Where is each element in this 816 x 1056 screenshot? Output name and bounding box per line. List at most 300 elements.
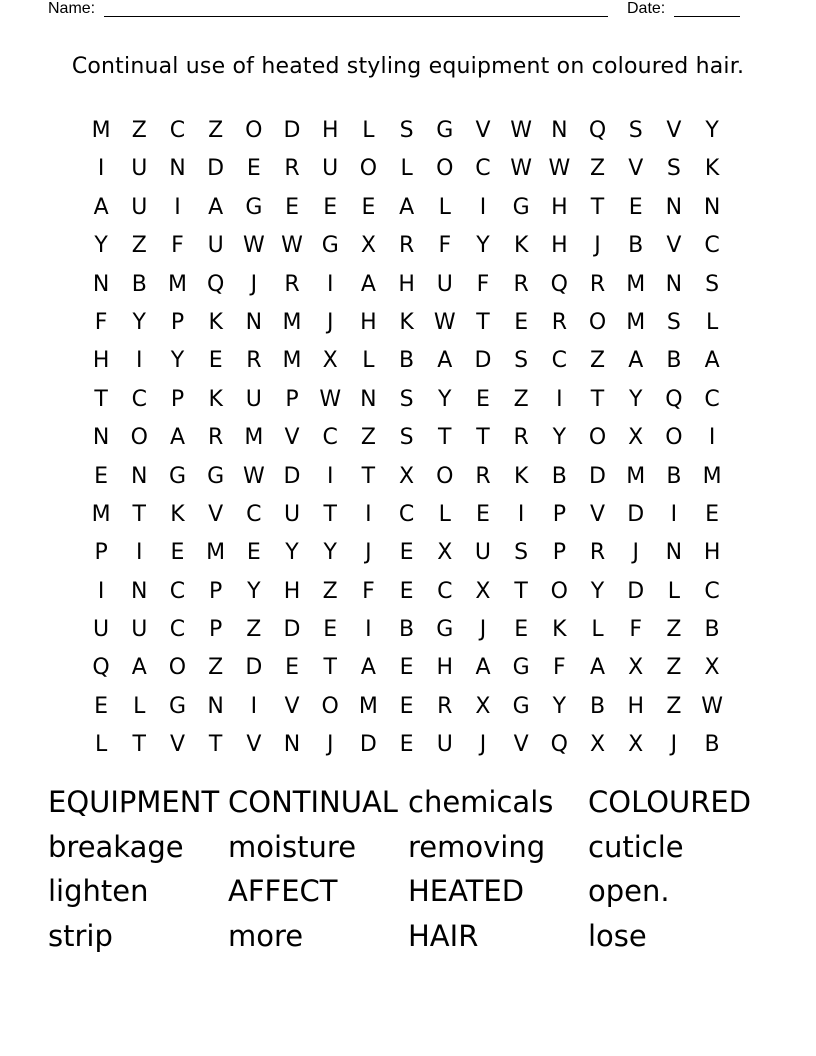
grid-letter: N: [665, 194, 683, 220]
grid-letter: B: [628, 233, 644, 259]
grid-letter: Y: [590, 578, 605, 604]
grid-row: [82, 342, 732, 380]
grid-letter: Z: [666, 693, 682, 719]
grid-row: [82, 189, 732, 227]
grid-letter: E: [514, 617, 529, 643]
grid-letter: J: [594, 233, 601, 259]
word-bank-item: more: [228, 918, 304, 953]
grid-letter: U: [474, 540, 492, 566]
grid-letter: C: [704, 578, 720, 604]
grid-letter: M: [91, 501, 111, 527]
grid-letter: J: [250, 271, 258, 297]
grid-letter: S: [666, 156, 681, 182]
grid-letter: H: [627, 693, 644, 719]
grid-letter: P: [285, 386, 299, 412]
grid-letter: V: [208, 501, 224, 527]
grid-letter: H: [551, 194, 568, 220]
grid-letter: N: [131, 578, 148, 604]
grid-letter: Y: [170, 348, 185, 374]
grid-letter: I: [708, 425, 716, 451]
grid-row: [82, 611, 732, 649]
grid-letter: W: [548, 156, 571, 182]
grid-letter: Z: [666, 617, 682, 643]
grid-letter: G: [168, 463, 186, 489]
grid-letter: T: [590, 194, 605, 220]
grid-letter: D: [245, 655, 263, 681]
date-label: Date:: [627, 0, 666, 17]
word-bank-item: CONTINUAL: [228, 785, 398, 819]
grid-letter: H: [360, 309, 377, 335]
grid-letter: R: [437, 693, 453, 719]
grid-letter: O: [245, 118, 263, 143]
grid-letter: G: [512, 693, 530, 719]
grid-letter: J: [326, 732, 334, 758]
grid-letter: B: [704, 617, 720, 643]
grid-letter: O: [168, 655, 187, 681]
grid-letter: O: [436, 463, 454, 489]
grid-letter: N: [169, 156, 186, 182]
grid-letter: K: [552, 617, 567, 643]
grid-letter: M: [282, 309, 302, 335]
grid-letter: H: [436, 655, 454, 681]
grid-letter: I: [136, 540, 143, 566]
grid-row: [82, 419, 732, 457]
grid-letter: X: [360, 233, 376, 259]
grid-letter: O: [436, 156, 454, 182]
grid-letter: X: [704, 655, 720, 681]
word-bank-item: lighten: [48, 874, 149, 908]
grid-letter: Z: [666, 655, 682, 681]
grid-letter: M: [626, 271, 646, 297]
grid-letter: G: [512, 655, 530, 681]
grid-letter: Z: [246, 617, 262, 643]
grid-letter: B: [131, 271, 147, 297]
grid-letter: A: [360, 655, 376, 681]
name-date-line: [48, 0, 740, 18]
grid-letter: U: [283, 501, 301, 527]
grid-letter: A: [399, 194, 415, 220]
grid-row: [82, 458, 732, 496]
grid-letter: U: [436, 271, 453, 297]
grid-letter: C: [398, 501, 415, 527]
grid-letter: M: [91, 118, 111, 143]
grid-letter: Y: [628, 386, 643, 412]
grid-letter: E: [399, 578, 414, 604]
grid-letter: E: [628, 194, 643, 220]
grid-letter: E: [476, 386, 490, 412]
grid-letter: G: [207, 463, 225, 489]
grid-letter: Y: [285, 540, 299, 566]
grid-letter: N: [92, 271, 110, 297]
word-bank-item: HEATED: [408, 874, 525, 908]
grid-letter: K: [513, 463, 529, 489]
grid-row: [82, 266, 732, 304]
grid-letter: A: [590, 655, 606, 681]
grid-letter: T: [476, 309, 490, 335]
grid-letter: E: [246, 156, 261, 182]
grid-letter: E: [361, 194, 376, 220]
grid-letter: N: [131, 463, 148, 489]
name-label: Name:: [48, 0, 96, 17]
grid-letter: H: [398, 271, 415, 297]
grid-letter: R: [513, 271, 529, 297]
grid-letter: B: [551, 463, 567, 489]
grid-letter: K: [208, 386, 223, 412]
grid-letter: J: [632, 540, 639, 566]
name-blank-line: [104, 0, 608, 17]
grid-letter: I: [517, 501, 525, 527]
grid-letter: K: [704, 156, 720, 182]
grid-letter: P: [170, 386, 185, 412]
grid-letter: C: [475, 156, 491, 182]
grid-letter: A: [208, 194, 224, 220]
grid-letter: P: [552, 501, 566, 527]
word-bank-item: AFFECT: [228, 874, 338, 908]
grid-letter: A: [93, 194, 109, 220]
grid-letter: B: [589, 693, 606, 719]
grid-letter: U: [131, 617, 148, 643]
grid-letter: V: [475, 118, 491, 143]
grid-letter: E: [94, 463, 109, 489]
grid-letter: O: [321, 693, 339, 719]
grid-letter: E: [399, 693, 414, 719]
grid-letter: M: [626, 309, 646, 335]
grid-letter: N: [207, 693, 224, 719]
grid-letter: L: [362, 348, 375, 374]
grid-letter: P: [94, 540, 108, 566]
grid-letter: P: [209, 617, 223, 643]
grid-letter: C: [169, 578, 186, 604]
grid-letter: Y: [476, 233, 490, 259]
grid-letter: X: [437, 540, 453, 566]
grid-letter: C: [704, 386, 720, 412]
grid-letter: O: [588, 425, 607, 451]
grid-letter: Y: [323, 540, 337, 566]
grid-letter: E: [323, 617, 338, 643]
grid-letter: Q: [665, 386, 683, 412]
grid-letter: M: [358, 693, 378, 719]
grid-letter: D: [474, 348, 492, 374]
grid-letter: M: [244, 425, 264, 451]
grid-letter: N: [245, 309, 263, 335]
grid-letter: S: [666, 309, 681, 335]
grid-letter: S: [399, 386, 414, 412]
grid-letter: S: [628, 118, 643, 143]
grid-letter: B: [666, 348, 682, 374]
grid-letter: X: [322, 348, 338, 374]
grid-letter: E: [94, 693, 109, 719]
grid-row: [82, 649, 732, 687]
grid-letter: B: [666, 463, 682, 489]
grid-letter: T: [361, 463, 376, 489]
grid-letter: D: [589, 463, 606, 489]
grid-letter: I: [97, 578, 105, 604]
grid-letter: Z: [589, 348, 606, 374]
grid-letter: N: [551, 118, 568, 143]
grid-letter: V: [590, 501, 606, 527]
grid-letter: I: [365, 501, 372, 527]
grid-letter: G: [168, 693, 186, 719]
grid-letter: D: [283, 617, 301, 643]
grid-letter: Y: [705, 118, 719, 143]
grid-letter: S: [514, 348, 529, 374]
grid-letter: D: [207, 156, 225, 182]
grid-letter: A: [475, 655, 491, 681]
grid-letter: I: [670, 501, 678, 527]
grid-letter: H: [321, 118, 339, 143]
grid-letter: J: [479, 617, 487, 643]
grid-letter: A: [131, 655, 147, 681]
grid-letter: K: [170, 501, 185, 527]
grid-row: [82, 112, 732, 150]
grid-letter: W: [701, 693, 723, 719]
grid-letter: M: [626, 463, 646, 489]
word-search-grid: [82, 112, 732, 765]
grid-letter: O: [588, 309, 607, 335]
grid-letter: I: [136, 348, 143, 374]
grid-letter: D: [627, 501, 645, 527]
grid-letter: R: [589, 540, 606, 566]
grid-letter: O: [130, 425, 148, 451]
grid-letter: E: [285, 655, 299, 681]
grid-letter: F: [476, 271, 490, 297]
grid-letter: Q: [92, 655, 110, 681]
grid-letter: S: [399, 118, 414, 143]
grid-row: [82, 150, 732, 188]
grid-letter: O: [665, 425, 683, 451]
grid-letter: Q: [588, 118, 607, 143]
grid-letter: D: [627, 578, 645, 604]
grid-letter: W: [281, 233, 303, 259]
grid-letter: V: [513, 732, 529, 758]
grid-letter: X: [628, 732, 644, 758]
grid-letter: H: [551, 233, 568, 259]
grid-letter: F: [362, 578, 375, 604]
grid-letter: L: [591, 617, 604, 643]
grid-letter: I: [174, 194, 181, 220]
grid-letter: Y: [438, 386, 452, 412]
grid-letter: N: [665, 540, 683, 566]
grid-letter: F: [438, 233, 452, 259]
grid-letter: L: [400, 156, 413, 182]
grid-letter: G: [321, 233, 339, 259]
date-blank-line: [674, 0, 740, 17]
grid-letter: S: [705, 271, 720, 297]
grid-row: [82, 304, 732, 342]
grid-letter: T: [132, 732, 146, 758]
grid-letter: C: [131, 386, 147, 412]
grid-letter: A: [704, 348, 720, 374]
grid-letter: R: [208, 425, 224, 451]
grid-letter: L: [667, 578, 681, 604]
grid-letter: I: [97, 156, 105, 182]
grid-letter: Z: [513, 386, 529, 412]
grid-letter: T: [208, 732, 223, 758]
grid-letter: U: [131, 156, 148, 182]
grid-letter: E: [285, 194, 299, 220]
grid-letter: D: [283, 463, 301, 489]
grid-letter: E: [705, 501, 720, 527]
grid-letter: R: [284, 271, 300, 297]
word-bank-item: cuticle: [588, 829, 684, 864]
grid-letter: W: [510, 118, 533, 143]
grid-letter: V: [284, 693, 300, 719]
grid-letter: I: [365, 617, 372, 643]
grid-letter: G: [436, 118, 454, 143]
grid-letter: Z: [208, 655, 224, 681]
grid-letter: Z: [131, 233, 147, 259]
grid-letter: K: [399, 309, 414, 335]
grid-letter: Z: [589, 156, 606, 182]
grid-letter: J: [326, 309, 334, 335]
grid-letter: M: [282, 348, 302, 374]
grid-letter: T: [438, 425, 452, 451]
grid-letter: Z: [322, 578, 338, 604]
grid-letter: Q: [550, 732, 568, 758]
grid-letter: T: [323, 655, 337, 681]
grid-letter: C: [169, 118, 186, 143]
grid-letter: F: [629, 617, 643, 643]
grid-letter: N: [360, 386, 377, 412]
grid-letter: F: [553, 655, 566, 681]
grid-letter: C: [322, 425, 338, 451]
grid-letter: T: [514, 578, 528, 604]
grid-letter: T: [476, 425, 490, 451]
grid-row: [82, 227, 732, 265]
grid-letter: V: [284, 425, 300, 451]
grid-letter: T: [590, 386, 605, 412]
grid-letter: X: [475, 578, 491, 604]
word-bank-item: EQUIPMENT: [48, 785, 220, 819]
grid-letter: V: [666, 233, 682, 259]
grid-letter: S: [514, 540, 529, 566]
grid-letter: K: [208, 309, 223, 335]
grid-letter: W: [319, 386, 342, 412]
grid-letter: T: [132, 501, 146, 527]
grid-letter: U: [322, 156, 339, 182]
grid-letter: K: [513, 233, 529, 259]
grid-letter: X: [475, 693, 491, 719]
grid-letter: B: [399, 617, 415, 643]
grid-letter: Z: [208, 118, 224, 143]
grid-letter: Z: [131, 118, 147, 143]
grid-letter: L: [438, 501, 451, 527]
grid-letter: C: [246, 501, 262, 527]
grid-letter: M: [167, 271, 187, 297]
grid-letter: R: [284, 156, 300, 182]
grid-letter: P: [552, 540, 566, 566]
grid-letter: F: [171, 233, 184, 259]
grid-letter: U: [207, 233, 224, 259]
grid-letter: O: [550, 578, 568, 604]
grid-letter: Y: [552, 425, 567, 451]
grid-letter: D: [359, 732, 377, 758]
grid-letter: Q: [550, 271, 568, 297]
grid-letter: A: [360, 271, 376, 297]
grid-letter: I: [326, 463, 334, 489]
grid-row: [82, 688, 732, 726]
word-bank-item: lose: [588, 918, 647, 953]
grid-letter: U: [436, 732, 453, 758]
grid-letter: L: [705, 309, 719, 335]
grid-letter: U: [131, 194, 148, 220]
grid-letter: I: [326, 271, 334, 297]
grid-letter: I: [556, 386, 563, 412]
grid-letter: R: [551, 309, 567, 335]
grid-letter: N: [92, 425, 110, 451]
grid-letter: Z: [360, 425, 376, 451]
grid-letter: V: [666, 118, 682, 143]
word-bank: [48, 780, 768, 958]
grid-row: [82, 381, 732, 419]
grid-letter: A: [437, 348, 453, 374]
grid-letter: E: [399, 540, 414, 566]
grid-letter: N: [703, 194, 721, 220]
grid-letter: A: [169, 425, 185, 451]
grid-letter: W: [433, 309, 456, 335]
grid-letter: B: [399, 348, 415, 374]
word-bank-item: breakage: [48, 829, 184, 864]
grid-letter: E: [170, 540, 185, 566]
grid-letter: D: [283, 118, 301, 143]
grid-letter: Y: [552, 693, 567, 719]
grid-letter: R: [246, 348, 262, 374]
grid-letter: X: [399, 463, 415, 489]
word-bank-item: chemicals: [408, 785, 554, 819]
grid-letter: O: [359, 156, 378, 182]
word-bank-item: open.: [588, 874, 670, 908]
grid-letter: X: [628, 655, 644, 681]
grid-letter: C: [437, 578, 453, 604]
grid-letter: P: [170, 309, 185, 335]
grid-letter: A: [628, 348, 644, 374]
grid-letter: I: [479, 194, 487, 220]
grid-letter: X: [589, 732, 606, 758]
grid-letter: J: [479, 732, 487, 758]
grid-letter: E: [399, 655, 414, 681]
grid-letter: Y: [94, 233, 108, 259]
grid-letter: M: [702, 463, 722, 489]
grid-letter: V: [169, 732, 185, 758]
grid-letter: G: [245, 194, 263, 220]
grid-letter: L: [133, 693, 146, 719]
page-title: Continual use of heated styling equipment on coloured hair.: [71, 54, 745, 79]
grid-row: [82, 534, 732, 572]
grid-letter: W: [242, 463, 265, 489]
grid-letter: Y: [132, 309, 146, 335]
grid-letter: Q: [206, 271, 225, 297]
grid-letter: W: [510, 156, 533, 182]
grid-letter: S: [399, 425, 414, 451]
grid-letter: N: [665, 271, 683, 297]
grid-letter: R: [475, 463, 491, 489]
grid-letter: R: [589, 271, 606, 297]
grid-letter: L: [438, 194, 451, 220]
grid-letter: T: [94, 386, 108, 412]
grid-letter: E: [476, 501, 490, 527]
grid-letter: U: [245, 386, 262, 412]
grid-row: [82, 573, 732, 611]
word-bank-item: HAIR: [408, 918, 479, 953]
grid-letter: H: [703, 540, 721, 566]
grid-letter: F: [94, 309, 108, 335]
grid-letter: Y: [247, 578, 261, 604]
grid-letter: G: [436, 617, 454, 643]
word-bank-item: COLOURED: [588, 785, 752, 819]
grid-letter: C: [169, 617, 186, 643]
grid-letter: X: [628, 425, 644, 451]
grid-letter: P: [209, 578, 223, 604]
